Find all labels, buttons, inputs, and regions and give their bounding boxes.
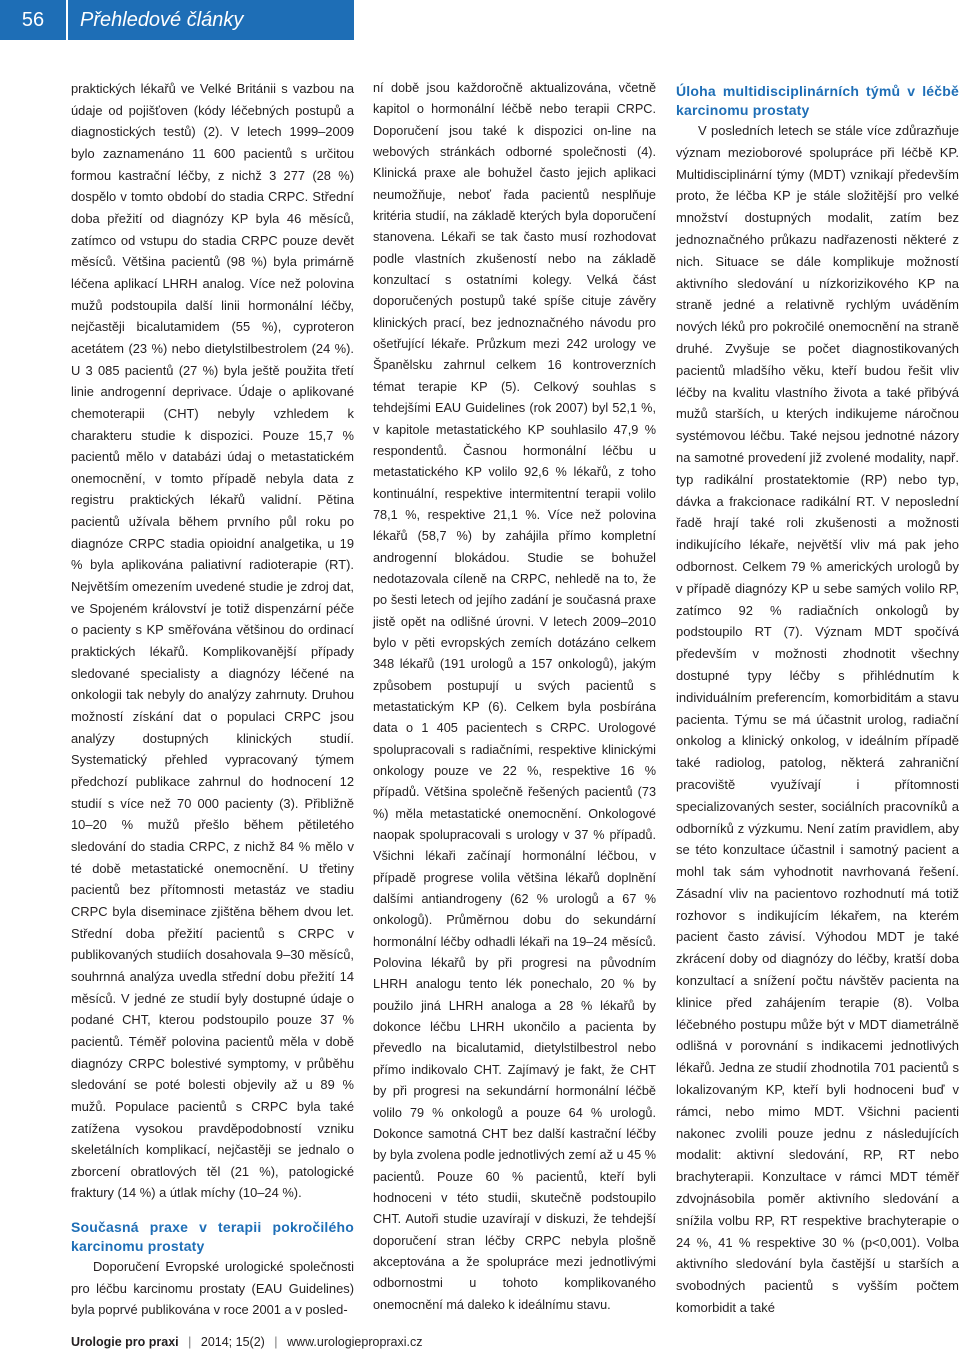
section-title: Přehledové články (68, 0, 354, 40)
page-header (0, 0, 960, 44)
section-heading: Současná praxe v terapii pokročilého karcinomu prostaty (71, 1219, 354, 1255)
page-footer (71, 1335, 423, 1349)
body-paragraph: ní době jsou každoročně aktualizována, včetně kapitol o hormonální léčbě nebo terapii CRPC. Doporučení jsou také k dispozici on-line na webových stránkách odborné společnosti (4). Klinická praxe ale bohužel často jejich aplikaci neumožňuje, neboť řada pacientů nesplňuje kritéria studií, na základě kterých byla doporučení stanovena. Lékaři se tak často musí rozhodovat podle vlastních zkušeností nebo na základě konzultací s ostatními kolegy. Velká část doporučených postupů také spíše cituje závěry klinických prací, bez jednoznačného návodu pro ošetřující lékaře. Průzkum mezi 242 urology ve Španělsku zahrnul celkem 16 kontroverzních témat terapie KP (5). Celkový souhlas s tehdejšími EAU Guidelines (rok 2007) byl 52,1 %, v kapitole metastatického KP souhlasilo 47,9 % respondentů. Časnou hormonální léčbu u metastatického KP volilo 92,6 % lékařů, z toho kontinuální, respektive intermitentní terapii volilo 78,1 %, respektive 21,1 %. Více než polovina lékařů (58,7 %) by zahájila přímo kompletní androgenní blokádou. Studie se bohužel nedotazovala cíleně na CRPC, nehledě na to, že po šesti letech od jejího zadání je současná praxe jistě opět na odlišné úrovni. V letech 2009–2010 bylo v pěti evropských zemích dotázáno celkem 348 lékařů (191 urologů a 157 onkologů), jakým způsobem postupují u svých pacientů s metastatickým KP (6). Celkem byla posbírána data o 1 405 pacientech s CRPC. Urologové spolupracovali s radiačními, respektive klinickými onkology pouze ve 22 %, respektive 16 % případů. Většina společně řešených pacientů (73 %) měla metastatické onemocnění. Onkologové naopak spolupracovali s urology v 37 % případů. Všichni lékaři začínají hormonální léčbou, v případě progrese volila většina lékařů doplnění dalšími antiandrogeny (62 % urologů a 67 % onkologů). Průměrnou dobu do sekundární hormonální léčby odhadli lékaři na 19–24 měsíců. Polovina lékařů by při progresi na původním LHRH analogu tento lék ponechalo, 20 % by použilo jiná LHRH analoga a 28 % lékařů by dokonce léčbu LHRH ukončilo a pacienta by převedlo na bicalutamid, dietylstilbestrol nebo přímo indikovalo CHT. Zajímavý je fakt, že CHT by při progresi na sekundární hormonální léčbě volilo 79 % onkologů a pouze 64 % urologů. Dokonce samotná CHT bez další kastrační léčby by byla zvolena podle jednotlivých zemí až u 45 % pacientů. Pouze 60 % pacientů, kteří byli hodnoceni v této studii, skutečně podstoupilo CHT. Autoři studie uzavírají v diskuzi, že tehdejší doporučení stran léčby CRPC nebyla plošně akceptována a že spolupráce mezi jednotlivými odbornostmi u tohoto komplikovaného onemocnění má daleko k ideálnímu stavu. (373, 81, 656, 1312)
column-2 (373, 78, 656, 1316)
footer-separator: | (274, 1335, 278, 1349)
column-1 (71, 78, 354, 1321)
footer-separator: | (188, 1335, 192, 1349)
body-paragraph: praktických lékařů ve Velké Británii s vazbou na údaje od pojišťoven (kódy léčebných postupů a diagnostických testů) (2). V letech 1999–2009 bylo zaznamenáno 11 600 pacientů s určitou formou kastrační léčby, z nichž 3 277 (28 %) dospělo v tomto období do stadia CRPC. Střední doba přežití od diagnózy KP byla 46 měsíců, zatímco od vstupu do stadia CRPC pouze devět měsíců. Většina pacientů (98 %) byla primárně léčena aplikací LHRH analog. Více než polovina mužů podstoupila další linii hormonální léčby, nejčastěji bicalutamidem (55 %), cyproteron acetátem (23 %) nebo dietylstilbestrolem (24 %). U 3 085 pacientů (27 %) byla ještě použita třetí linie androgenní deprivace. Údaje o aplikované chemoterapii (CHT) nebyly vzhledem k charakteru studie k dispozici. Pouze 15,7 % pacientů mělo v databázi údaj o metastatickém onemocnění, v tomto případě nebyla data z registru praktických lékařů validní. Pětina pacientů užívala během prvního půl roku po diagnóze CRPC stadia opioidní analgetika, u 19 % byla aplikována paliativní radioterapie (RT). Největším omezením uvedené studie je zdroj dat, ve Spojeném království je totiž dispenzární péče o pacienty s KP směřována většinou do ordinací praktických lékařů. Komplikovanější případy sledované specialisty a diagnózy léčené na onkologii tak nebyly do analýzy zahrnuty. Druhou možností získání dat o populaci CRPC jsou analýzy dostupných klinických studií. Systematický přehled vypracovaný týmem předchozí publikace zahrnul do hodnocení 12 studií s více než 70 000 pacienty (3). Přibližně 10–20 % mužů přešlo během pětiletého sledování do stadia CRPC, z nichž 84 % mělo v té době metastatické onemocnění. U třetiny pacientů bez přítomnosti metastáz ve stadiu CRPC byla diseminace zjištěna během dvou let. Střední doba přežití pacientů s CRPC v publikovaných studiích dosahovala 9–30 měsíců, souhrnná analýza uvedla střední dobu přežití 14 měsíců. V jedné ze studií byly dostupné údaje o podané CHT, kterou podstoupilo pouze 37 % pacientů. Téměř polovina pacientů měla v době diagnózy CRPC bolestivé symptomy, v průběhu sledování se poté bolesti objevily až u 89 % mužů. Populace pacientů s CRPC byla také zatížena vysokou pravděpodobností vzniku skeletálních komplikací, nejčastěji se jednalo o zborcení obratlových těl (21 %), patologické fraktury (14 %) a útlak míchy (10–24 %). (71, 81, 354, 1201)
column-3 (676, 78, 959, 1319)
section-heading: Úloha multidisciplinárních týmů v léčbě karcinomu prostaty (676, 83, 959, 118)
journal-name: Urologie pro praxi (71, 1335, 179, 1349)
journal-issue: 2014; 15(2) (200, 1335, 265, 1349)
body-paragraph: V posledních letech se stále více zdůrazňuje význam mezioborové spolupráce při léčbě KP. Multidisciplinární týmy (MDT) vznikají především proto, že léčba KP je stále složitější pro velké množství dostupných modalit, zatím bez jednoznačného průkazu nadřazenosti některé z nich. Situace se dále komplikuje možností aktivního sledování u nízkorizikového KP na straně jedné a relativně rychlým uváděním nových léků pro pokročilé onemocnění na straně druhé. Zvyšuje se počet diagnostikovaných pacientů mladšího věku, kteří budou řešit vliv léčby na kvalitu vlastního života a také přibývá mužů starších, u kterých indikujeme náročnou systémovou léčbu. Také nejsou jednotné názory na samotné provedení již zvolené modality, např. typ radikální prostatektomie (RP) nebo typ, dávka a frakcionace radikální RT. V neposlední řadě hrají také roli zkušenosti a možnosti indikujícího lékaře, největší vliv má pak jeho odbornost. Celkem 79 % amerických urologů by v případě diagnózy KP u sebe samých volilo RP, zatímco 92 % radiačních onkologů by podstoupilo RT (7). Význam MDT spočívá především v možnosti zhodnotit všechny dostupné typy léčby s přihlédnutím k individuálním preferencím, komorbiditám a stavu pacienta. Týmu se má účastnit urolog, radiační onkolog a klinický onkolog, v ideálním případě také radiolog, patolog, některá zahraniční pracoviště využívají i přítomnosti specializovaných sester, sociálních pracovníků a odborníků z výzkumu. Není zatím pravidlem, aby se této konzultace účastnil i samotný pacient a mohl tak sám vyhodnotit navrhovaná řešení. Zásadní vliv na pacientovo rozhodnutí má totiž rozhovor s indikujícím lékařem, na kterém pacient často závisí. Výhodou MDT je také zkrácení doby od diagnózy do léčby, kratší doba konzultací a snížení počtu návštěv pacienta na klinice před zahájením terapie (8). Volba léčebného postupu může být v MDT diametrálně odlišná v porovnání s indikacemi jednotlivých lékařů. Jedna ze studií zhodnotila 701 pacientů s lokalizovaným KP, kteří byli hodnoceni buď v rámci, nebo mimo MDT. Všichni pacienti nakonec zvolili pouze jednu z následujících modalit: aktivní sledování, RP, RT nebo brachyterapii. Konzultace v rámci MDT téměř zdvojnásobila poměr aktivního sledování a snížila volbu RP, RT respektive brachyterapie o 24 %, 41 % respektive 30 % (p<0,001). Volba aktivního sledování byla častější u starších a svobodných pacientů s vyšším počtem komorbidit a také (676, 123, 959, 1316)
journal-url[interactable]: www.urologiepropraxi.cz (287, 1335, 423, 1349)
page-number: 56 (0, 0, 66, 40)
body-paragraph: Doporučení Evropské urologické společnosti pro léčbu karcinomu prostaty (EAU Guidelines) byla poprvé publikována v roce 2001 a v posled- (71, 1259, 354, 1318)
